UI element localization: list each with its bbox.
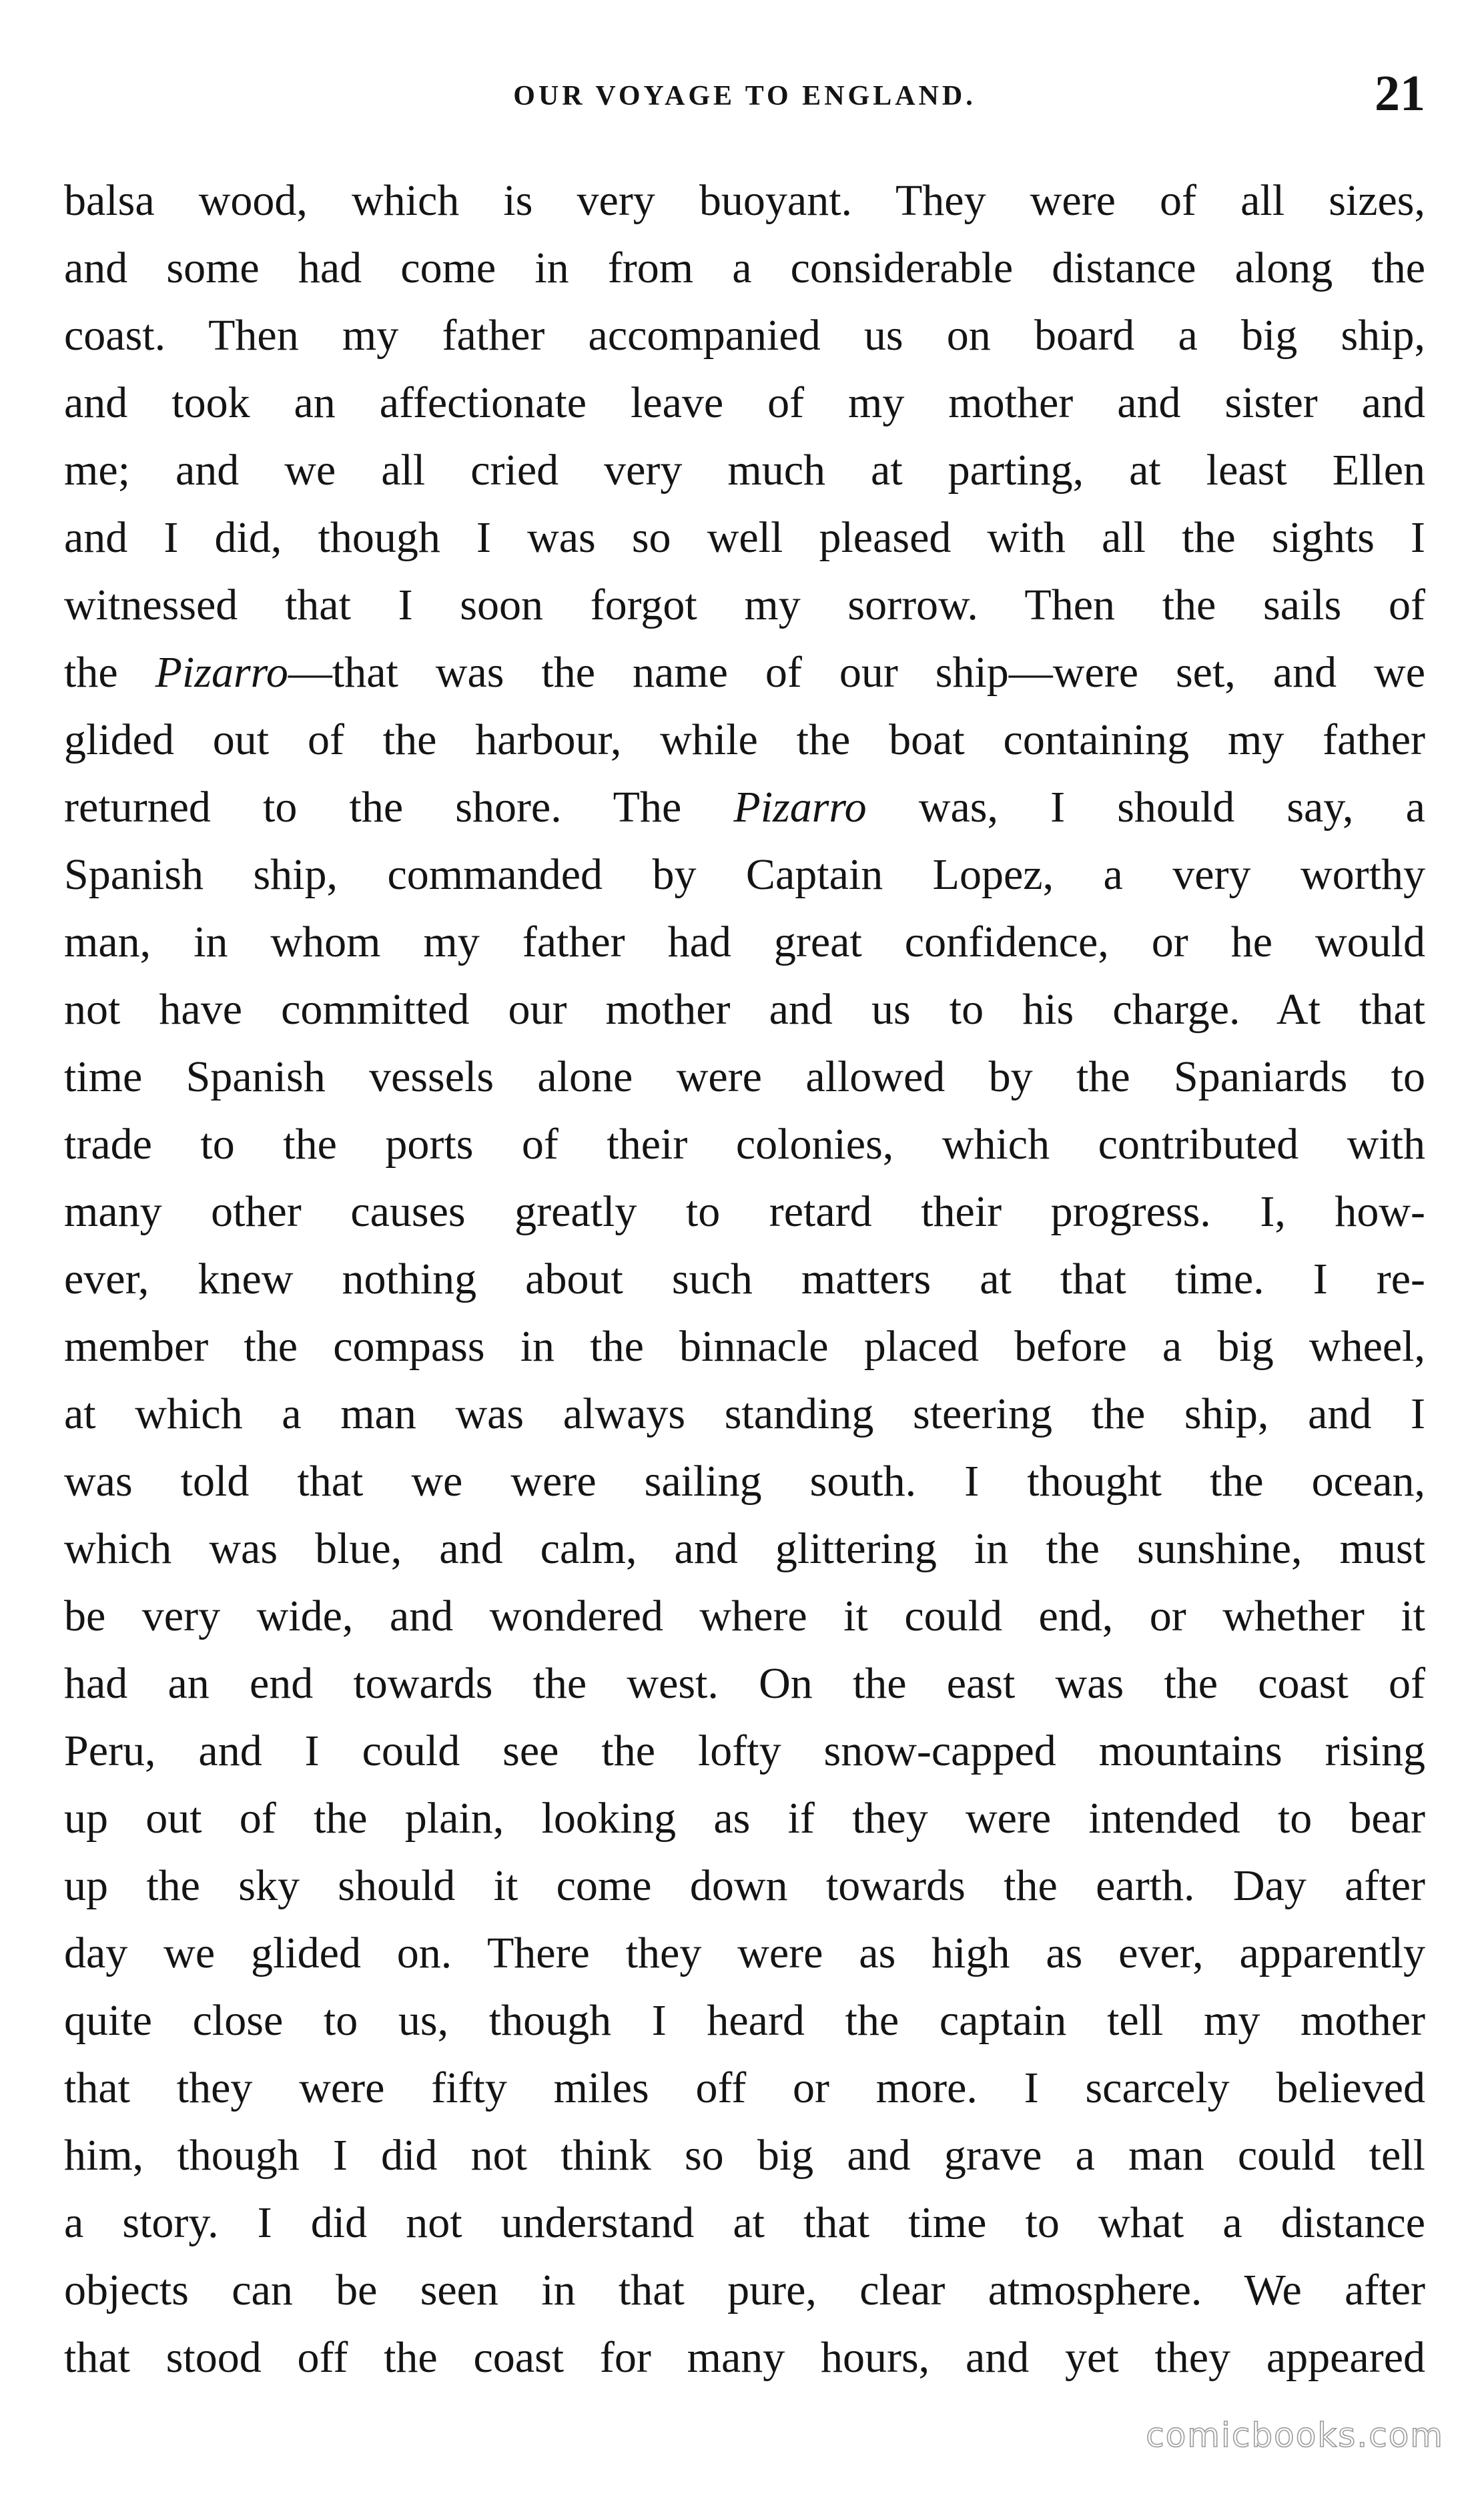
text-segment: member the compass in the binnacle placed before a big wheel, (64, 1322, 1425, 1371)
text-segment: quite close to us, though I heard the captain tell my mother (64, 1996, 1425, 2045)
text-segment: was told that we were sailing south. I thought the ocean, (64, 1457, 1425, 1506)
ship-name: Pizarro (733, 783, 867, 832)
text-line (64, 1717, 1425, 1785)
text-line (64, 1245, 1425, 1313)
text-segment: him, though I did not think so big and grave a man could tell (64, 2131, 1425, 2180)
text-line (64, 302, 1425, 369)
text-line (64, 571, 1425, 639)
text-line (64, 1448, 1425, 1515)
text-line (64, 1313, 1425, 1380)
running-title: OUR VOYAGE TO ENGLAND. (513, 81, 976, 111)
text-line (64, 908, 1425, 976)
text-segment: coast. Then my father accompanied us on board a big ship, (64, 311, 1425, 360)
text-line (64, 706, 1425, 773)
text-line (64, 2122, 1425, 2189)
text-segment: day we glided on. There they were as high as ever, apparently (64, 1929, 1425, 1977)
text-segment: Peru, and I could see the lofty snow-capped mountains rising (64, 1727, 1425, 1775)
text-segment: which was blue, and calm, and glittering in the sunshine, must (64, 1524, 1425, 1573)
text-line (64, 167, 1425, 234)
text-line (64, 1650, 1425, 1717)
text-segment: time Spanish vessels alone were allowed by the Spaniards to (64, 1052, 1425, 1101)
text-segment: objects can be seen in that pure, clear atmosphere. We after (64, 2266, 1425, 2314)
text-line (64, 1178, 1425, 1245)
text-segment: witnessed that I soon forgot my sorrow. Then the sails of (64, 581, 1425, 629)
watermark: comicbooks.com (1146, 2416, 1444, 2455)
text-line (64, 1987, 1425, 2054)
text-segment: glided out of the harbour, while the boat containing my father (64, 715, 1425, 764)
text-segment: and took an affectionate leave of my mother and sister and (64, 378, 1425, 427)
text-segment: me; and we all cried very much at parting, at least Ellen (64, 446, 1425, 495)
text-segment: trade to the ports of their colonies, which contributed with (64, 1120, 1425, 1169)
page-number: 21 (1375, 65, 1425, 121)
text-segment: the (64, 648, 155, 697)
text-segment: be very wide, and wondered where it could end, or whether it (64, 1592, 1425, 1640)
text-segment: had an end towards the west. On the east was the coast of (64, 1659, 1425, 1708)
text-line (64, 504, 1425, 571)
text-segment: not have committed our mother and us to his charge. At that (64, 985, 1425, 1034)
text-segment: up the sky should it come down towards the earth. Day after (64, 1861, 1425, 1910)
text-segment: balsa wood, which is very buoyant. They were of all sizes, (64, 176, 1425, 225)
text-segment: a story. I did not understand at that time to what a distance (64, 2198, 1425, 2247)
text-line (64, 436, 1425, 504)
text-line (64, 773, 1425, 841)
text-segment: man, in whom my father had great confidence, or he would (64, 918, 1425, 966)
text-segment: Spanish ship, commanded by Captain Lopez, a very worthy (64, 850, 1425, 899)
text-line (64, 639, 1425, 706)
running-head (64, 63, 1425, 130)
text-segment: up out of the plain, looking as if they were intended to bear (64, 1794, 1425, 1843)
text-line (64, 1043, 1425, 1111)
text-line (64, 369, 1425, 436)
body-text (64, 167, 1425, 2391)
text-line (64, 976, 1425, 1043)
text-segment: was, I should say, a (866, 783, 1425, 832)
text-segment: and some had come in from a considerable distance along the (64, 244, 1425, 292)
text-segment: at which a man was always standing steering the ship, and I (64, 1389, 1425, 1438)
text-line (64, 841, 1425, 908)
ship-name: Pizarro (155, 648, 288, 697)
text-line (64, 1111, 1425, 1178)
text-line (64, 2324, 1425, 2391)
text-segment: —that was the name of our ship—were set, and we (288, 648, 1425, 697)
text-line (64, 1785, 1425, 1852)
text-segment: that they were fifty miles off or more. I scarcely believed (64, 2064, 1425, 2112)
text-segment: and I did, though I was so well pleased with all the sights I (64, 513, 1425, 562)
text-line (64, 2256, 1425, 2324)
text-line (64, 1919, 1425, 1987)
text-line (64, 1582, 1425, 1650)
text-line (64, 234, 1425, 302)
text-segment: returned to the shore. The (64, 783, 734, 832)
text-segment: ever, knew nothing about such matters at that time. I re- (64, 1255, 1425, 1303)
text-line (64, 1515, 1425, 1582)
text-segment: many other causes greatly to retard their progress. I, how- (64, 1187, 1425, 1236)
text-line (64, 2054, 1425, 2122)
text-line (64, 1852, 1425, 1919)
text-line (64, 2189, 1425, 2256)
text-line (64, 1380, 1425, 1448)
text-segment: that stood off the coast for many hours, and yet they appeared (64, 2333, 1425, 2382)
